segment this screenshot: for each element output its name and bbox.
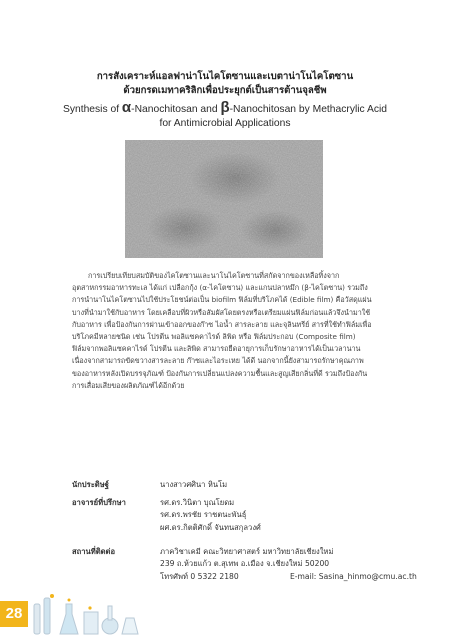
title-thai-line2: ด้วยกรดเมทาคริลิกเพื่อประยุกต์เป็นสารต้านจุลชีพ	[123, 85, 327, 96]
title-thai-line1: การสังเคราะห์แอลฟาน่าโนไคโตซานและเบตาน่าโนไคโตซาน	[96, 71, 354, 82]
abstract-text: การเปรียบเทียบสมบัติของไคโตซานและนาโนไคโตซานที่สกัดจากของเหลือทิ้งจากอุตสาหกรรมอาหารทะเล ได้แก่ เปลือกกุ้ง (α-ไคโตซาน) และแกนปลาหมึก (β-ไคโตซาน) รวมถึงการนำนาโนไคโตซานไปใช้ประโยชน์ต่อเป็น biofilm ฟิล์มที่บริโภคได้ (Edible film) คือวัสดุแผ่นบางที่นำมาใช้กับอาหาร โดยเคลือบที่ผิวหรือสัมผัสโดยตรงหรือเตรียมแผ่นฟิล์มก่อนแล้วจึงนำมาใช้กับอาหาร เพื่อป้องกันการผ่านเข้าออกของก๊าซ ไอน้ำ สารละลาย และจุลินทรีย์ สารที่ใช้ทำฟิล์มเพื่อบริโภคมีหลายชนิด เช่น โปรตีน พอลิแซคคาไรด์ ลิพิด หรือ ฟิล์มประกอบ (Composite film) ฟิล์มจากพอลิแซคคาไรด์ โปรตีน และลิพิด สามารถยืดอายุการเก็บรักษาอาหารได้เป็นเวลานาน เนื่องจากสามารถขัดขวางสารละลาย ก๊าซและไอระเหย ได้ดี นอกจากนี้ยังสามารถรักษาคุณภาพของอาหารหลังเปิดบรรจุภัณฑ์ ป้องกันการเปลี่ยนแปลงความชื้นและสูญเสียกลิ่นที่ดี รวมถึงป้องกันการเสื่อมเสียของผลิตภัณฑ์ได้อีกด้วย	[72, 271, 372, 390]
inventor-name: นางสาวศศินา หินโม	[160, 480, 228, 489]
advisor-name: ผศ.ดร.กิตติศักดิ์ จันทนสกุลวงศ์	[160, 522, 261, 532]
micrograph-texture	[125, 140, 323, 258]
advisor-names	[160, 497, 261, 534]
alpha-symbol: α	[121, 99, 132, 116]
contact-line: ภาควิชาเคมี คณะวิทยาศาสตร์ มหาวิทยาลัยเชียงใหม่	[160, 547, 334, 556]
title-en-part: -Nanochitosan by Methacrylic Acid	[229, 104, 388, 115]
contact-email: E-mail: Sasina_hinmo@cmu.ac.th	[290, 571, 417, 581]
contact-line	[160, 571, 417, 583]
beta-symbol: β	[220, 99, 230, 116]
contact-phone: โทรศัพท์ 0 5322 2180	[160, 571, 239, 581]
abstract	[72, 270, 372, 392]
title-en-part: Synthesis of	[62, 104, 122, 115]
lab-equipment-illustration	[30, 590, 140, 638]
micrograph-image	[125, 140, 323, 258]
advisor-name: รศ.ดร.พรชัย ราชตนะพันธุ์	[160, 510, 247, 520]
contact-label: สถานที่ติดต่อ	[72, 547, 116, 556]
page-number: 28	[0, 601, 28, 627]
advisor-name: รศ.ดร.วินิตา บุณโยดม	[160, 498, 235, 507]
title-en-part: -Nanochitosan and	[131, 104, 221, 115]
contact-details	[160, 546, 417, 583]
contact-line: 239 ถ.ห้วยแก้ว ต.สุเทพ อ.เมือง จ.เชียงใหม่ 50200	[160, 559, 330, 569]
inventor-label: นักประดิษฐ์	[72, 480, 109, 489]
advisor-label: อาจารย์ที่ปรึกษา	[72, 498, 126, 507]
title-english-line2: for Antimicrobial Applications	[159, 118, 291, 129]
